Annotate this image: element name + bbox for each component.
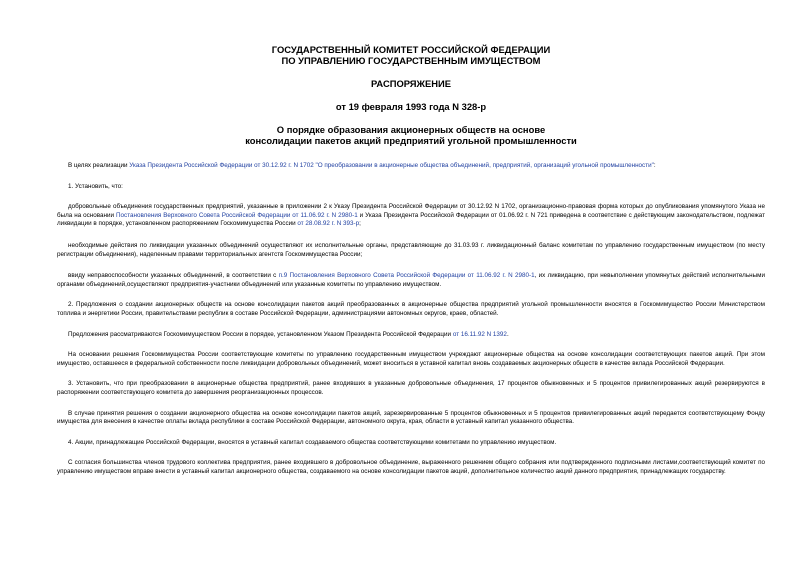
paragraph-committee-decision: На основании решения Госкомимущества России соответствующие комитеты по управлению государственным имуществом учреждают акционерные общества на основе консолидации соответствующих пакетов акций. При этом имущество, оставшееся в федеральной собственности после ликвидации добровольных объединений, может вноситься в уставной капитал вновь создаваемых акционерных обществ в качестве вклада Российской Федерации. (57, 351, 765, 367)
paragraph-preamble: В целях реализации Указа Президента Российской Федерации от 30.12.92 г. N 1702 "О преобразовании в акционерные общества объединений, предприятий, организаций угольной промышленности": (68, 162, 656, 169)
paragraph-labor-collective: С согласия большинства членов трудового коллектива предприятия, ранее входившего в добровольное объединение, выраженного решением общего собрания или подтвержденного подписными листами,соответствующий комитет по управлению имуществом вправе внести в уставный капитал акционерного общества, создаваемого на основе консолидации пакетов акций, дополнительное количество акций данного предприятия, принадлежащих государству. (57, 459, 765, 475)
paragraph-item-3: 3. Установить, что при преобразовании в акционерные общества предприятий, ранее входивших в указанные добровольные объединения, 17 процентов обыкновенных и 5 процентов привилегированных акций резервируются в распоряжении соответствующего комитета до завершения реорганизационных процессов. (57, 380, 765, 396)
paragraph-liquidation-actions: необходимые действия по ликвидации указанных объединений осуществляют их исполнительные органы, представляющие до 31.03.93 г. ликвидационный баланс комитетам по управлению государственным имуществом (по месту регистрации объединения), наделенным правами территориальных агентств Госкомимущества России; (57, 241, 765, 258)
doc-date: от 19 февраля 1993 года N 328-р (335, 101, 487, 112)
document (57, 44, 765, 476)
link-decree-1702[interactable]: Указа Президента Российской Федерации от 30.12.92 г. N 1702 "О преобразовании в акционерные общества объединений, предприятий, организаций угольной промышленности" (129, 162, 654, 169)
link-decree-1392[interactable]: от 16.11.92 N 1392 (452, 330, 507, 338)
paragraph-item-4: 4. Акции, принадлежащие Российской Федерации, вносятся в уставный капитал создаваемого общества соответствующими комитетами по управлению имуществом. (68, 438, 557, 446)
link-resolution-2980-1-p9[interactable]: п.9 Постановления Верховного Совета Российской Федерации от 11.06.92 г. N 2980-1 (278, 272, 535, 280)
link-resolution-2980-1[interactable]: Постановления Верховного Совета Российской Федерации от 11.06.92 г. N 2980-1 (116, 211, 358, 219)
doc-subject-line2: консолидации пакетов акций предприятий угольной промышленности (245, 135, 577, 146)
paragraph-incapacity: ввиду неправоспособности указанных объединений, в соответствии с п.9 Постановления Верховного Совета Российской Федерации от 11.06.92 г. N 2980-1, их ликвидацию, при невыполнении упомянутых действий исполнительными органами объединений,осуществляют предприятия-участники объединений или указанные комитеты по управлению имуществом. (57, 272, 765, 288)
paragraph-reserved-shares: В случае принятия решения о создании акционерного общества на основе консолидации пакетов акций, зарезервированные 5 процентов обыкновенных и 5 процентов привилегированных акций передается соответствующему Фонду имущества для внесения в качестве оплаты вклада республики в составе Российской Федерации, автономного округа, края, области в уставный капитал указанного общества. (57, 409, 765, 426)
doc-type: РАСПОРЯЖЕНИЕ (370, 78, 451, 89)
doc-subject-line1: О порядке образования акционерных обществ на основе (276, 124, 546, 135)
org-title-line2: ПО УПРАВЛЕНИЮ ГОСУДАРСТВЕННЫМ ИМУЩЕСТВОМ (281, 55, 541, 66)
paragraph-proposals-review: Предложения рассматриваются Госкомимуществом России в порядке, установленном Указом Президента Российской Федерации от 16.11.92 N 1392. (68, 330, 509, 338)
paragraph-item-2: 2. Предложения о создании акционерных обществ на основе консолидации пакетов акций преобразованных в акционерные общества предприятий угольной промышленности вносятся в Госкомимущество России Министерством топлива и энергетики России, правительствами республик в составе Российской Федерации, администрациями автономных округов, краев, областей. (57, 301, 765, 317)
paragraph-item-1: 1. Установить, что: (68, 182, 123, 190)
link-order-393-r[interactable]: от 28.08.92 г. N 393-р (297, 220, 360, 228)
org-title-line1: ГОСУДАРСТВЕННЫЙ КОМИТЕТ РОССИЙСКОЙ ФЕДЕРАЦИИ (271, 44, 551, 55)
paragraph-voluntary-associations: добровольные объединения государственных предприятий, указанные в приложении 2 к Указу Президента Российской Федерации от 30.12.92 N 1702, организационно-правовая форма которых до опубликования упомянутого Указа не была на основании Постановления Верховного Совета Российской Федерации от 11.06.92 г. N 2980-1 и Указа Президента Российской Федерации от 01.06.92 г. N 721 приведена в соответствие с действующим законодательством, подлежат ликвидации в порядке, установленном распоряжением Госкомимущества России от 28.08.92 г. N 393-р; (57, 203, 765, 228)
